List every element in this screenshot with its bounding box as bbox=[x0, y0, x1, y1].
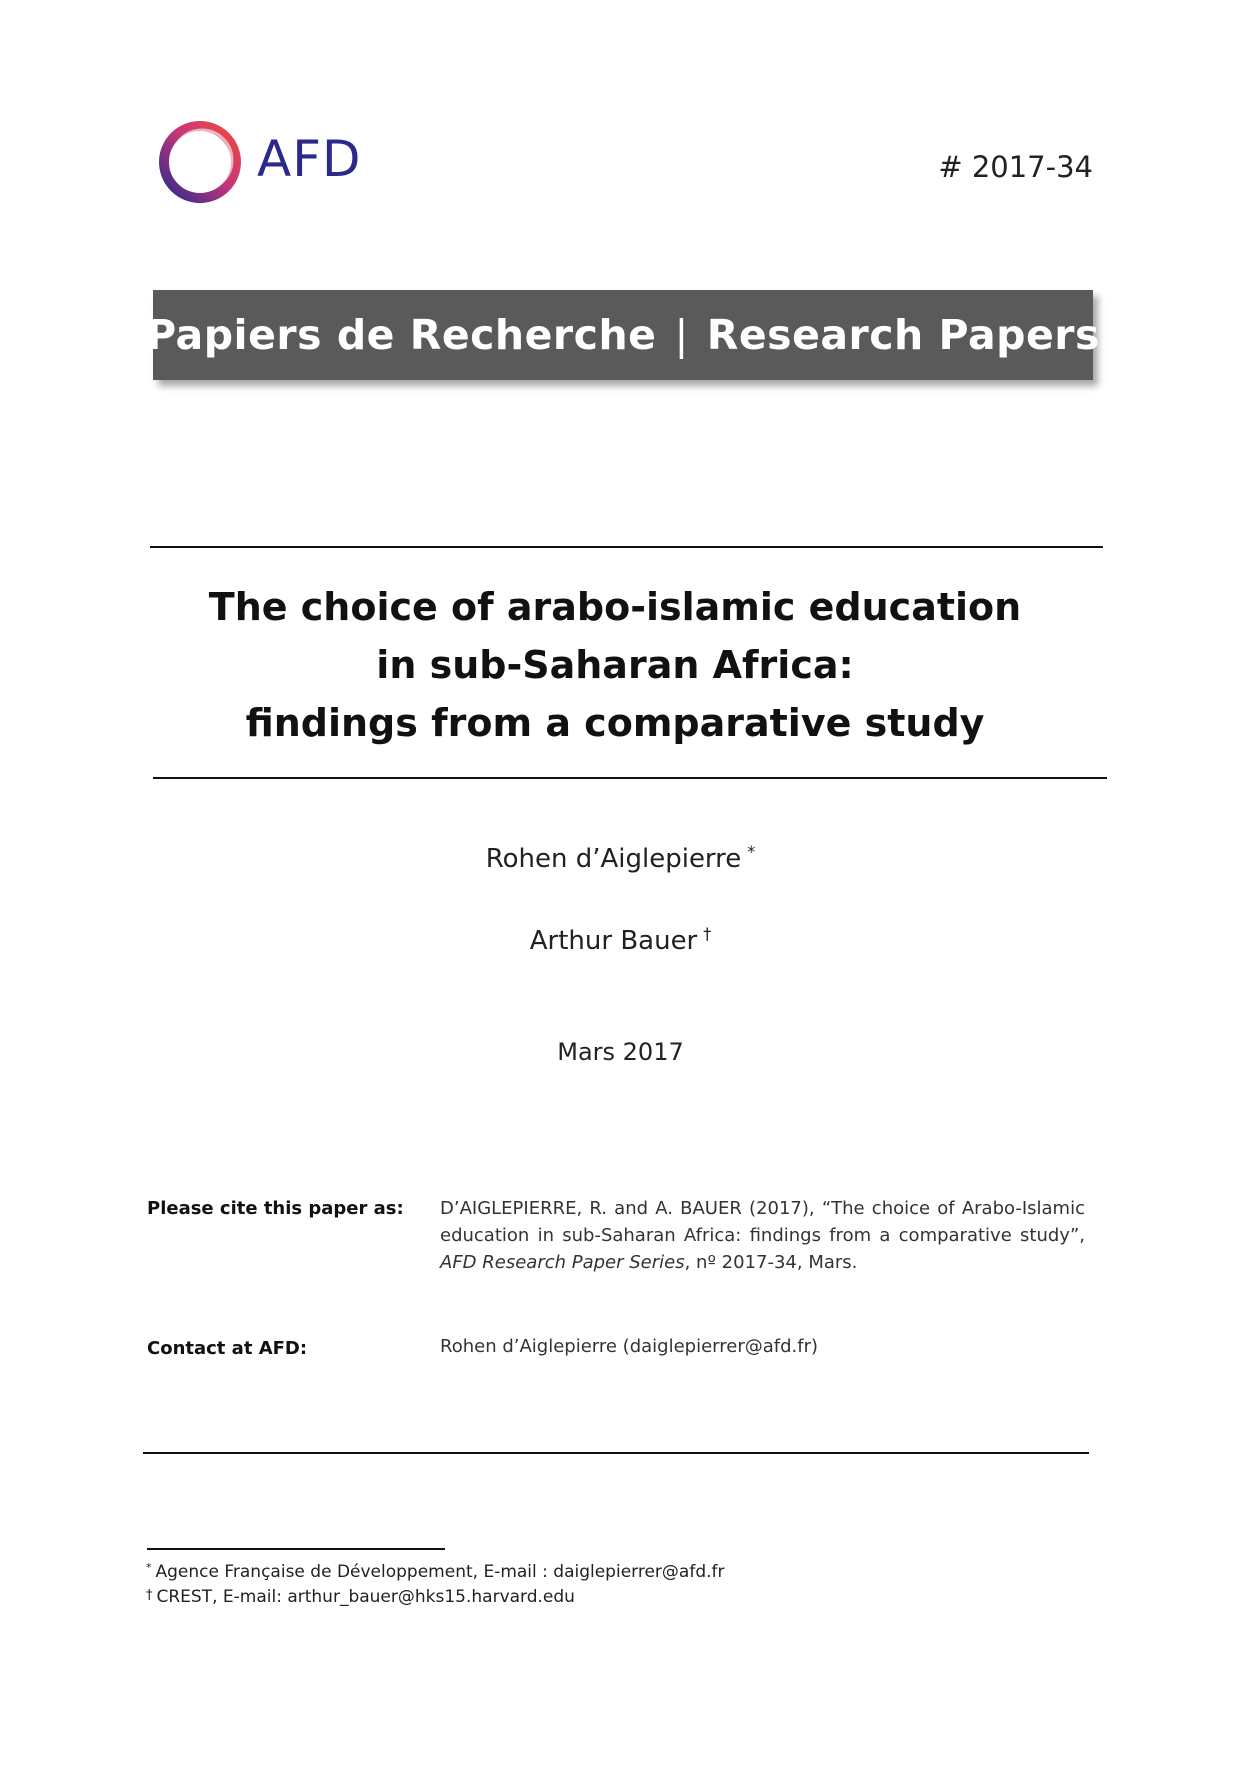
banner-left: Papiers de Recherche bbox=[146, 311, 657, 359]
footnote-text: CREST, E-mail: arthur_bauer@hks15.harvard.edu bbox=[156, 1587, 575, 1607]
title-rule-top bbox=[150, 546, 1103, 548]
paper-title bbox=[150, 578, 1080, 752]
footnote-text: Agence Française de Développement, E-mail : daiglepierrer@afd.fr bbox=[155, 1562, 725, 1582]
author bbox=[0, 924, 1241, 956]
footnotes bbox=[146, 1556, 725, 1609]
contact-text: Rohen d’Aiglepierre (daiglepierrer@afd.fr) bbox=[440, 1336, 818, 1357]
publication-date: Mars 2017 bbox=[557, 1038, 684, 1066]
banner-text bbox=[146, 311, 1100, 359]
afd-ring-icon bbox=[154, 116, 246, 208]
banner-right: Research Papers bbox=[706, 311, 1100, 359]
author-footnote-mark: † bbox=[703, 924, 712, 943]
footnote-mark: † bbox=[146, 1588, 153, 1603]
title-line: in sub-Saharan Africa: bbox=[376, 643, 854, 687]
contact-label: Contact at AFD: bbox=[147, 1338, 308, 1359]
author bbox=[0, 842, 1241, 874]
citation-label: Please cite this paper as: bbox=[147, 1198, 404, 1219]
section-rule bbox=[143, 1452, 1089, 1454]
footnote bbox=[146, 1556, 725, 1584]
citation-end: , nº 2017-34, Mars. bbox=[684, 1252, 858, 1273]
banner-separator: | bbox=[674, 311, 689, 359]
author-name: Rohen d’Aiglepierre bbox=[485, 844, 742, 874]
afd-logo-text: AFD bbox=[257, 130, 362, 188]
citation-main: D’AIGLEPIERRE, R. and A. BAUER (2017), “The choice of Arabo-Islamic education in sub-Saharan Africa: findings from a comparative study”, bbox=[440, 1198, 1085, 1246]
series-banner bbox=[146, 290, 1100, 380]
footnote-separator bbox=[147, 1548, 445, 1550]
citation-series: AFD Research Paper Series bbox=[440, 1252, 685, 1273]
paper-number: # 2017-34 bbox=[938, 150, 1093, 184]
footnote-mark: * bbox=[146, 1561, 152, 1574]
title-line: findings from a comparative study bbox=[245, 701, 985, 745]
author-name: Arthur Bauer bbox=[529, 926, 698, 956]
citation-text bbox=[440, 1195, 1085, 1276]
title-line: The choice of arabo-islamic education bbox=[208, 585, 1022, 629]
footnote bbox=[146, 1584, 725, 1609]
title-rule-bottom bbox=[153, 777, 1107, 779]
author-footnote-mark: * bbox=[747, 842, 756, 861]
afd-logo bbox=[154, 116, 394, 208]
